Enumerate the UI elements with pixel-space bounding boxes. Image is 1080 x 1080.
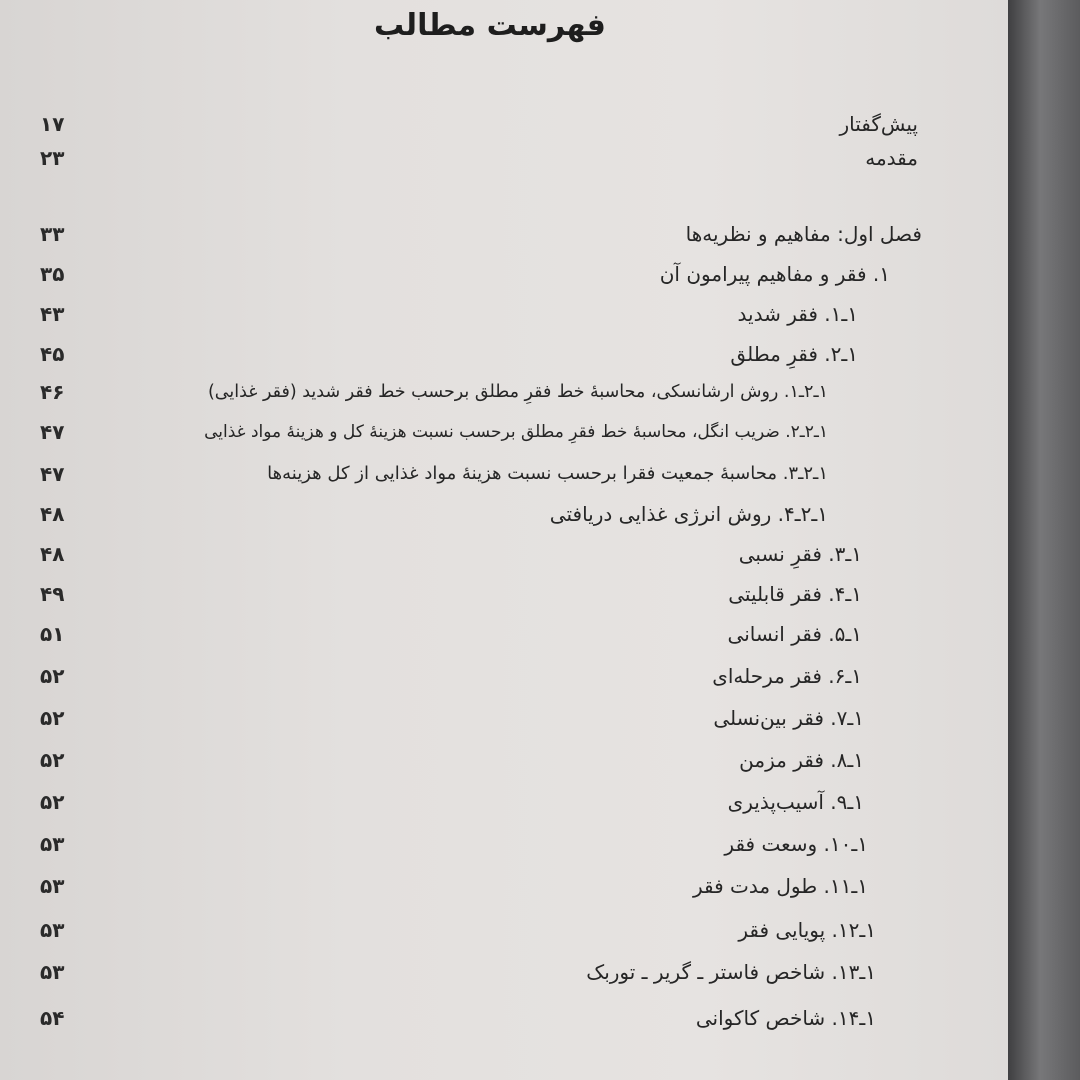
toc-entry-page: ۲۳ xyxy=(40,146,65,170)
toc-entry-label: ۱ـ۱۳. شاخص فاستر ـ گریر ـ توربک xyxy=(586,960,876,984)
toc-entry-label: ۱ـ۸. فقر مزمن xyxy=(739,748,864,772)
toc-entry-label: ۱ـ۲ـ۴. روش انرژی غذایی دریافتی xyxy=(549,502,828,526)
toc-row xyxy=(0,214,1008,254)
toc-row xyxy=(0,574,1008,614)
toc-entry-page: ۵۳ xyxy=(40,960,65,984)
toc-entry-label: ۱ـ۱. فقر شدید xyxy=(737,302,858,326)
toc-entry-label: ۱ـ۲ـ۳. محاسبهٔ جمعیت فقرا برحسب نسبت هزینهٔ مواد غذایی از کل هزینه‌ها xyxy=(267,463,828,484)
toc-entry-label: ۱ـ۳. فقرِ نسبی xyxy=(738,542,862,566)
toc-entry-label: ۱ـ۲. فقرِ مطلق xyxy=(730,342,858,366)
toc-row xyxy=(0,952,1008,992)
toc-entry-label: ۱ـ۱۲. پویایی فقر xyxy=(738,918,876,942)
toc-row xyxy=(0,334,1008,374)
toc-row xyxy=(0,782,1008,822)
toc-row xyxy=(0,824,1008,864)
toc-entry-page: ۴۶ xyxy=(40,380,65,404)
toc-row xyxy=(0,372,1008,412)
toc-entry-label: ۱ـ۲ـ۱. روش ارشانسکی، محاسبهٔ خط فقرِ مطلق برحسب خط فقر شدید (فقر غذایی) xyxy=(207,382,828,402)
toc-entry-label: ۱. فقر و مفاهیم پیرامون آن xyxy=(659,262,890,286)
toc-entry-page: ۵۱ xyxy=(40,622,65,646)
toc-entry-page: ۱۷ xyxy=(40,112,65,136)
toc-row xyxy=(0,138,1008,178)
toc-entry-page: ۵۲ xyxy=(40,790,65,814)
toc-entry-label: مقدمه xyxy=(865,146,918,170)
toc-row xyxy=(0,698,1008,738)
toc-row xyxy=(0,740,1008,780)
toc-row xyxy=(0,910,1008,950)
toc-row xyxy=(0,294,1008,334)
toc-row xyxy=(0,866,1008,906)
toc-entry-page: ۵۳ xyxy=(40,832,65,856)
toc-row xyxy=(0,656,1008,696)
toc-entry-label: ۱ـ۴. فقر قابلیتی xyxy=(728,582,862,606)
toc-entry-page: ۵۳ xyxy=(40,874,65,898)
toc-entry-page: ۴۷ xyxy=(40,462,65,486)
toc-entry-label: ۱ـ۶. فقر مرحله‌ای xyxy=(712,664,862,688)
toc-entry-page: ۵۳ xyxy=(40,918,65,942)
toc-entry-page: ۵۲ xyxy=(40,748,65,772)
toc-entry-page: ۴۸ xyxy=(40,502,65,526)
toc-entry-page: ۵۲ xyxy=(40,664,65,688)
toc-row xyxy=(0,998,1008,1038)
toc-row xyxy=(0,534,1008,574)
toc-entry-label: فصل اول: مفاهیم و نظریه‌ها xyxy=(685,222,922,246)
toc-entry-page: ۳۳ xyxy=(40,222,65,246)
toc-entry-page: ۴۵ xyxy=(40,342,65,366)
toc-entry-label: ۱ـ۱۰. وسعت فقر xyxy=(724,832,868,856)
toc-entry-page: ۴۷ xyxy=(40,420,65,444)
toc-entry-page: ۵۴ xyxy=(40,1006,65,1030)
toc-entry-page: ۳۵ xyxy=(40,262,65,286)
toc-row xyxy=(0,494,1008,534)
toc-entry-page: ۴۳ xyxy=(40,302,65,326)
page-edge-shadow xyxy=(1008,0,1080,1080)
toc-entry-label: ۱ـ۱۴. شاخص کاکوانی xyxy=(695,1006,876,1030)
toc-row xyxy=(0,254,1008,294)
toc-entry-label: ۱ـ۵. فقر انسانی xyxy=(727,622,862,646)
toc-entry-label: ۱ـ۷. فقر بین‌نسلی xyxy=(713,706,864,730)
toc-entry-label: ۱ـ۹. آسیب‌پذیری xyxy=(727,790,864,814)
toc-row xyxy=(0,454,1008,494)
page-title: فهرست مطالب xyxy=(374,8,606,43)
toc-row xyxy=(0,412,1008,452)
toc-entry-page: ۵۲ xyxy=(40,706,65,730)
toc-entry-label: ۱ـ۲ـ۲. ضریب انگل، محاسبهٔ خط فقرِ مطلق برحسب نسبت هزینهٔ کل و هزینهٔ مواد غذایی xyxy=(204,422,828,442)
toc-entry-label: پیش‌گفتار xyxy=(839,112,918,136)
toc-entry-label: ۱ـ۱۱. طول مدت فقر xyxy=(692,874,868,898)
toc-entry-page: ۴۹ xyxy=(40,582,65,606)
toc-entry-page: ۴۸ xyxy=(40,542,65,566)
toc-row xyxy=(0,614,1008,654)
